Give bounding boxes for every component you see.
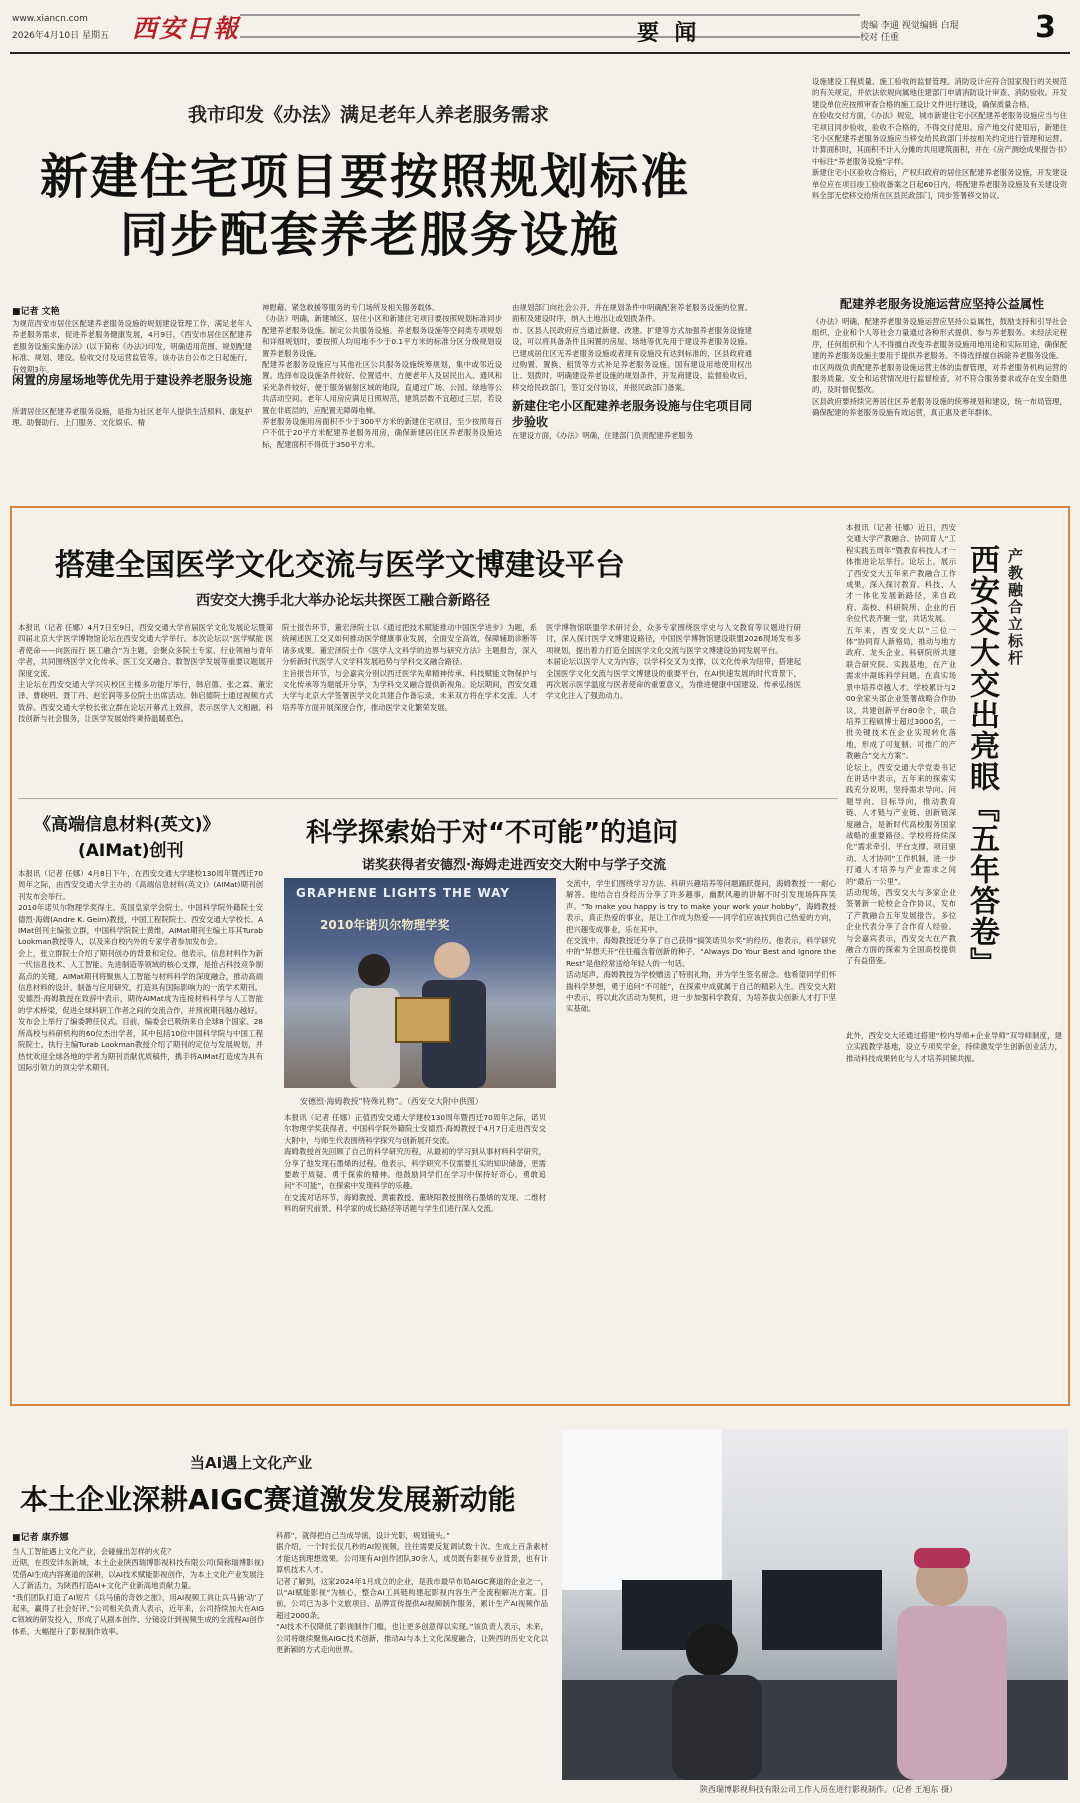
a1-headline-line1: 新建住宅项目要按照规划标准 [40, 149, 691, 205]
a4-photo-caption: 安德烈·海姆教授“特殊礼物”。（西安交大附中供图） [300, 1097, 483, 1106]
student-head [358, 954, 390, 986]
proofreader-credit: 校对 任重 [860, 33, 899, 43]
a1-para-3: 在建设方面，《办法》明确，住建部门负责配建养老服务 [512, 431, 694, 440]
a2-side-col: 本报讯（记者 任娜）近日，西安交通大学产教融合、协同育人“工程实践五周年”暨教育科技人才一体推进论坛举行。论坛上，展示了西安交大五年来产教融合工作成果，深入探讨教育、科技、人才一体化发展新路径，来自政府、高校、科研院所、企业的百余位代表齐聚一堂，共话发展。 五年来，西安交大以“三位一体”协同育人新格局，推动与地方政府、龙头企业、科研院所共建联合研究院、实践基地，在产业需求中凝练科学问题、在真实场景中培养卓越人才。学校累计与200余家头部企业签署战略合作协议，共建创新平台80余个，联合培养工程硕博士超过3000名，一批关键技术在企业实现转化落地，形成了可复制、可推广的产教融合“交大方案”。 论坛上，西安交通大学党委书记在讲话中表示，五年来的探索实践充分说明，坚持需求导向、问题导向、目标导向，推动教育链、人才链与产业链、创新链深度融合，是新时代高校服务国家战略的重要路径。学校将持续深化“需求牵引、平台支撑、项目驱动、人才协同”工作机制，进一步打通人才培养与产业需求之间的“最后一公里”。 活动现场，西安交大与多家企业签署新一轮校企合作协议，发布了产教融合五年发展报告，多位企业代表分享了合作育人经验。与会嘉宾表示，西安交大在产教融合方面的探索为全国高校提供了有益借鉴。 [846, 523, 956, 966]
a4-headline: 科学探索始于对“不可能”的追问 [306, 818, 679, 848]
masthead [0, 0, 1080, 52]
a2-col-1: 本报讯（记者 任娜）4月7日至9日，西安交通大学首届医学文化发展论坛暨第四届北京大学医学博物馆论坛在西安交通大学举行。本次论坛以“医学赋能 医者使命——向医而行 医工融合”为主题，会聚众多院士专家、行业领袖与青年学者，共同围绕医学文化传承、医工交叉融合、数智医学发展等重要议题展开深度交流。 主论坛在西安交通大学兴庆校区主楼多功能厅举行，韩启德、张之霖、董宏泽、曹晓明、聂丁丹、赵宏润等多位院士出席活动。韩启德院士通过视频方式致辞。西安交通大学校长张立群在论坛开幕式上致辞，表示医学人文相融、科技创新与社会服务，让医学发展始终秉持温暖底色。 [18, 623, 273, 724]
article-elderly-care [0, 56, 1080, 496]
page-number: 3 [1035, 10, 1056, 45]
editor-credits: 责编 李通 视觉编辑 白琨 [860, 21, 959, 31]
monitor-2 [762, 1570, 882, 1650]
a1-kicker: 我市印发《办法》满足老年人养老服务需求 [188, 104, 550, 126]
a1-byline: ■记者 文艳 [12, 307, 60, 317]
a1-subhead-3: 配建养老服务设施运营应坚持公益属性 [840, 297, 1045, 311]
a2-vertical-headline [962, 544, 1002, 978]
a1-para-2: 所谓居住区配建养老服务设施，是指为社区老年人提供生活照料、康复护理、助餐助行、上门服务、文化娱乐、精 [12, 407, 252, 428]
box-divider [18, 798, 838, 799]
section-band [240, 14, 860, 16]
vertical-headline-text: 西安交大交出亮眼『五年答卷』 [964, 544, 999, 978]
a1-right-col: 设施建设工程质量、施工验收的监督管理。消防设计应符合国家现行的关规范的有关规定，并依法依规向属地住建部门申请消防设计审查、消防验收。开发建设单位应按照审查合格的施工设计文件进行建设，确保质量合格。 在验收交付方面，《办法》规定，城市新建住宅小区配建养老服务设施应当与住宅项目同步验收，验收不合格的，不得交付使用。房产地交付使用后，新建住宅小区配建养老服务设施应当移交给民政部门并按相关约定进行管理和运营。计算面积时，其面积不计入分摊的共用建筑面积，并在《房产测绘成果报告书》中标注“养老服务设施”字样。 新建住宅小区验收合格后，产权归政府的居住区配建养老服务设施，开发建设单位应在项目竣工验收备案之日起60日内，将配建养老服务设施及有关建设资料全部无偿移交给所在区县民政部门，同步签署移交协议。 [812, 77, 1067, 201]
a2-side-col-2: 此外，西安交大还通过搭建“校内导师+企业导师”双导师制度，建立实践教学基地，设立专项奖学金，持续激发学生创新创业活力，推动科技成果转化与人才培养同频共振。 [846, 1031, 1062, 1063]
a5-col-1: 当人工智能遇上文化产业，会碰撞出怎样的火花？ 近期，在西安沣东新城，本土企业陕西瑞博影视科技有限公司(简称瑞博影视)凭借AI生成内容赛道的深耕，以AI技术赋能影视创作，为本土文化产业发展注入了新活力，为陕西打造AI+文化产业新高地贡献力量。 “我们团队打造了AI短片《兵马俑的奇妙之旅》，用AI视频工具让兵马俑‘动’了起来，赢得了社会好评。”公司相关负责人表示，近年来，公司持续加大在AIGC领域的研发投入，形成了从剧本创作、分镜设计到视频生成的全流程AI创作体系，大幅提升了影视制作效率。 [12, 1547, 264, 1636]
a4-col-1: 本报讯（记者 任娜）正值西安交通大学建校130周年暨西迁70周年之际，诺贝尔物理学奖获得者、中国科学院外籍院士安德烈·海姆教授于4月7日走进西安交大附中，与师生代表围绕科学探究与创新展开交流。 海姆教授首先回顾了自己的科学研究历程，从最初的学习到从事材料科学研究，分享了他发现石墨烯的过程。他表示，科学研究不仅需要扎实的知识储备，更需要敢于质疑、勇于探索的精神。他鼓励同学们在学习中保持好奇心，勇敢追问“不可能”，在探索中发现科学的乐趣。 在交流对话环节，海姆教授、黄霍教授、董晓阳教授围绕石墨烯的发现、二维材料的研究前景、科学家的成长路径等话题与学生们进行深入交流。 [284, 1113, 546, 1214]
a1-para-1: 为规范西安市居住区配建养老服务设施的规划建设管理工作，满足老年人养老服务需求，促进养老服务健康发展，4月9日，《西安市居住区配建养老服务设施实施办法》(以下简称《办法》)印发，明确适用范围、规划配建标准、规划、建设、验收交付及运营监管等。该办法自公布之日起施行，有效期3年。 [12, 319, 252, 374]
a4-col-2: 交流中，学生们围绕学习方法、科研兴趣培养等问题踊跃提问，海姆教授一一耐心解答。他结合自身经历分享了许多趣事，幽默风趣的讲解不时引发现场阵阵笑声。“To make you happy is try to make your work your hobby”，海姆教授表示，真正热爱的事业，是让工作成为热爱——同学们应该找到自己热爱的方向，把兴趣变成事业，乐在其中。 在交流中，海姆教授还分享了自己获得“搞笑诺贝尔奖”的经历。他表示，科学研究中的“异想天开”往往蕴含着创新的种子，“Always Do Your Best and Ignore the Rest”是他经常送给年轻人的一句话。 活动尾声，海姆教授为学校赠送了特别礼物，并为学生签名留念。他希望同学们怀揣科学梦想，勇于追问“不可能”，在探索中成就属于自己的精彩人生。西安交大附中表示，将以此次活动为契机，进一步加强科学教育，为培养拔尖创新人才打下坚实基础。 [566, 879, 836, 1014]
a1-right-col-2: 《办法》明确，配建养老服务设施运营应坚持公益属性，鼓励支持和引导社会组织、企业和个人等社会力量通过各种形式提供、参与养老服务。未经法定程序，任何组织和个人不得擅自改变养老服务设施用地用途和实际用途，确保配建的养老服务设施主要用于提供养老服务。不得选择擅自拆除养老服务设施。 市区两级负责配建养老服务设施运营主体的监督管理，对养老服务机构运营的服务质量、安全和运营情况进行监督检查，对不符合服务要求或存在安全隐患的，及时督促整改。 区县政府要持续完善居住区养老服务设施的统筹规划和建设，统一布局管理，确保配建的养老服务设施有效运营，真正惠及老年群体。 [812, 317, 1067, 418]
a5-headline: 本土企业深耕AIGC赛道激发发展新动能 [20, 1483, 516, 1516]
photo-banner-text: GRAPHENE LIGHTS THE WAY [296, 886, 510, 900]
newspaper-logo: 西安日報 [132, 14, 241, 43]
a1-col-3: 由规划部门向社会公开，并在规划条件中明确配套养老服务设施的位置、面积及建设时序，纳入土地出让或划拨条件。 市、区县人民政府应当通过新建、改建、扩建等方式加强养老服务设施建设，可以将具备条件且闲置的房屋、场地等优先用于建设养老服务设施。已建成居住区无养老服务设施或者现有设施没有达到标准的，区县政府通过购置、置换、租赁等方式补足养老服务设施。国有建设用地使用权出让、划拨时，明确建设养老设施的规划条件，开发商建设、监督验收后，移交给民政部门，签订交付协议，并报民政部门备案。 [512, 303, 752, 392]
a3-headline: 《高端信息材料(英文)》 [34, 815, 220, 835]
section-title: 要 闻 [637, 21, 697, 46]
a3-headline-2: (AIMat)创刊 [78, 841, 184, 861]
student-body [350, 988, 400, 1088]
a2-col-3: 医学博物馆联盟学术研讨会，众多专家围绕医学史与人文教育等议题进行研讨，深入探讨医学文博建设路径，中国医学博物馆建设联盟2026现场发布多项规划，提出着力打造全国医学文化交流与医学文博建设协同发展平台。 本届论坛以医学人文为内容，以学科交叉为支撑，以文化传承为纽带，搭建起全国医学文化交流与医学文博建设的重要平台，在AI快速发展的时代背景下，再次展示医学温度与医者使命的重要意义，为推进健康中国建设、传承弘扬医学文化注入了强劲动力。 [546, 623, 801, 701]
window-pane [562, 1430, 722, 1590]
a2-vertical-kicker [1005, 548, 1029, 667]
site-url[interactable]: www.xiancn.com [12, 14, 88, 24]
worker-1-head [686, 1624, 738, 1676]
photo-banner-text-2: 2010年诺贝尔物理学奖 [320, 918, 450, 932]
a1-headline-line2: 同步配套养老服务设施 [120, 207, 621, 263]
worker-1-body [672, 1675, 762, 1780]
a5-photo [562, 1430, 1068, 1780]
a5-col-2: 科都”，就得把自己当成导演，设计光影，规划镜头。” 据介绍，一个时长仅几秒的AI短视频，往往需要反复调试数十次、生成上百条素材才能达到理想效果。公司现有AI创作团队30余人，成员既有影视专业背景，也有计算机技术人才。 记者了解到，这家2024年1月成立的企业，是我市最早布局AIGC赛道的企业之一，以“AI赋能影视”为核心，整合AI工具链构建起影视内容生产全流程解决方案。目前，公司已为多个文旅项目、品牌宣传提供AI视频制作服务，累计生产AI视频作品超过2000条。 “AI技术不仅降低了影视制作门槛，也让更多创意得以实现。”该负责人表示，未来，公司将继续聚焦AIGC技术创新，推动AI与本土文化深度融合，让陕西的历史文化以更新颖的方式走向世界。 [276, 1531, 548, 1655]
a3-body: 本报讯（记者 任娜）4月8日下午，在西安交通大学建校130周年暨西迁70周年之际，由西安交通大学主办的《高端信息材料(英文)》(AIMat)期刊创刊发布会举行。 2010年诺贝尔物理学奖得主、英国皇家学会院士、中国科学院外籍院士安德烈·海姆(Andre K. Geim)教授，中国工程院院士、西安交通大学校长、AIMat创刊主编张立群，中国科学院院士黄维，AIMat期刊主编土耳其Turab Lookman教授等人，以及来自校内外的专家学者参加发布会。 会上，张立群院士介绍了期刊创办的背景和定位。他表示，信息材料作为新一代信息技术、人工智能、先进制造等领域的核心支撑，是抢占科技竞争制高点的关键。AIMat期刊将聚焦人工智能与材料科学的深度融合，推动高端信息材料的设计、制备与应用研究，打造具有国际影响力的一流学术期刊。 安德烈·海姆教授在致辞中表示，期待AIMat成为连接材料科学与人工智能的学术桥梁，促进全球科研工作者之间的交流合作，并预祝期刊越办越好。 发布会上举行了编委聘任仪式。目前，编委会已吸纳来自全球8个国家、28所高校与科研机构的60位杰出学者，其中包括10位中国科学院与中国工程院院士。执行主编Turab Lookman教授介绍了期刊的定位与发展规划，并热忱欢迎全球各地的学者为期刊贡献优质稿件，携手将AIMat打造成为具有国际引领力的顶尖学术期刊。 [18, 869, 263, 1072]
worker-2-body [897, 1606, 1007, 1780]
gift-frame [396, 998, 450, 1042]
a5-photo-caption: 陕西瑞博影视科技有限公司工作人员在进行影视制作。（记者 王旭东 摄） [700, 1785, 958, 1794]
a1-subhead-2: 新建住宅小区配建养老服务设施与住宅项目同步验收 [512, 399, 753, 429]
worker-2-cap [914, 1548, 970, 1568]
a5-byline: ■记者 康乔娜 [12, 1533, 69, 1543]
a2-col-2: 院士报告环节，董宏泽院士以《通过把技术赋能推动中国医学进步》为题，系统阐述医工交叉如何推动医学健康事业发展，全面安全高效，保障辅助诊断等诸多成果。董宏泽院士作《医学人文科学的边界与研究方法》主题报告，深入分析新时代医学人文学科发展趋势与学科交叉融合路径。 主旨报告环节，与会嘉宾分别以西迁医学先辈精神传承、科技赋能文物保护与文化传承等为题展开分享，为学科交叉融合提供新视角。论坛期间，西安交通大学与北京大学签署医学文化共建合作备忘录，未来双方将在学术交流、人才培养等方面开展深度合作，推动医学文化繁荣发展。 [282, 623, 537, 712]
a4-photo [284, 878, 556, 1088]
office-scene [562, 1430, 1068, 1780]
people-figures [284, 878, 556, 1088]
a2-headline: 搭建全国医学文化交流与医学文博建设平台 [55, 548, 625, 583]
a2-subtitle: 西安交大携手北大举办论坛共探医工融合新路径 [196, 593, 490, 609]
masthead-rule [10, 52, 1070, 54]
issue-date: 2026年4月10日 星期五 [12, 31, 109, 41]
vertical-kicker-text: 产教融合立标杆 [1006, 548, 1024, 667]
a1-subhead-1: 闲置的房屋场地等优先用于建设养老服务设施 [12, 373, 253, 387]
section-band-2 [240, 36, 860, 38]
professor-head [434, 942, 470, 978]
a4-subtitle: 诺奖获得者安德烈·海姆走进西安交大附中与学子交流 [362, 858, 666, 873]
a5-kicker: 当AI遇上文化产业 [190, 1454, 313, 1472]
a1-col-2: 神慰藉、紧急救援等服务的专门场所及相关服务载体。 《办法》明确，新建城区、居住小区和新建住宅项目要按照规划标准同步配建养老服务设施。制定公共服务设施、养老服务设施等空间类专项规划和详细规划时，要按照人均用地不少于0.1平方米的标准分区分级规划设置养老服务设施。 配建养老服务设施应与其他社区公共服务设施统筹规划，集中或邻近设置。选择布设设施条件较好、位置适中、方便老年人及居民出入、通风和采光条件较好，便于服务辐射区域的地段，直通过广场、公园、绿地等公共活动空间。老年人用房应满足日照规范，建筑层数不宜超过三层，若设置在非底层的，应配置无障碍电梯。 养老服务设施用房面积不少于300平方米的新建住宅项目，至少按照每百户不低于20平方米配建养老服务用房，确保新建居住区养老服务设施达标，配建面积不得低于350平方米。 [262, 303, 502, 449]
